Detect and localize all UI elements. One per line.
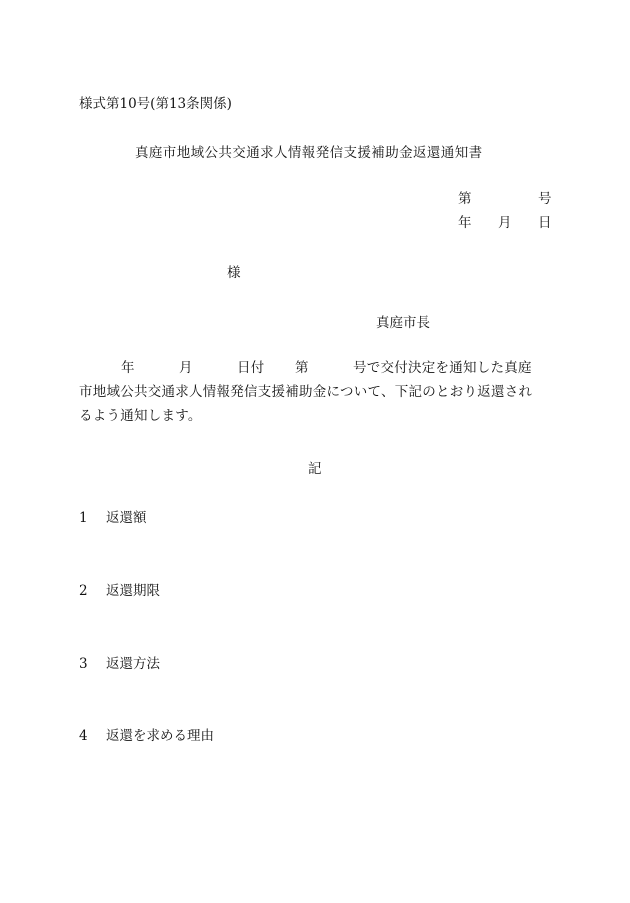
date-year-label: 年 <box>458 215 472 231</box>
notice-body-line-1 <box>79 356 551 380</box>
item-label: 返還を求める理由 <box>106 728 214 744</box>
date-month-label: 月 <box>498 215 512 231</box>
sender-name: 真庭市長 <box>376 315 430 331</box>
item-label: 返還期限 <box>106 583 160 599</box>
body-line-1-rest: 号で交付決定を通知した真庭 <box>353 360 532 376</box>
body-date-attached-label: 日付 <box>237 360 265 376</box>
item-number: 1 <box>79 510 88 526</box>
notice-body-line-3: るよう通知します。 <box>79 408 202 424</box>
notice-body-line-2: 市地域公共交通求人情報発信支援補助金について、下記のとおり返還され <box>79 384 533 400</box>
item-number: 2 <box>79 583 88 599</box>
document-title: 真庭市地域公共交通求人情報発信支援補助金返還通知書 <box>135 145 483 161</box>
list-item <box>79 579 160 599</box>
notice-body <box>79 356 551 428</box>
item-number: 3 <box>79 656 88 672</box>
list-item <box>79 506 147 526</box>
body-month-label: 月 <box>179 360 193 376</box>
addressee-suffix: 様 <box>227 265 241 281</box>
body-dai-label: 第 <box>295 360 309 376</box>
ki-heading: 記 <box>308 461 322 477</box>
item-label: 返還額 <box>106 510 147 526</box>
body-year-label: 年 <box>121 360 135 376</box>
doc-number-dai-label: 第 <box>458 191 472 207</box>
form-number: 様式第10号(第13条関係) <box>79 96 232 112</box>
date-day-label: 日 <box>538 215 552 231</box>
list-item <box>79 724 214 744</box>
item-number: 4 <box>79 728 88 744</box>
item-label: 返還方法 <box>106 656 160 672</box>
list-item <box>79 652 160 672</box>
doc-number-go-label: 号 <box>538 191 552 207</box>
